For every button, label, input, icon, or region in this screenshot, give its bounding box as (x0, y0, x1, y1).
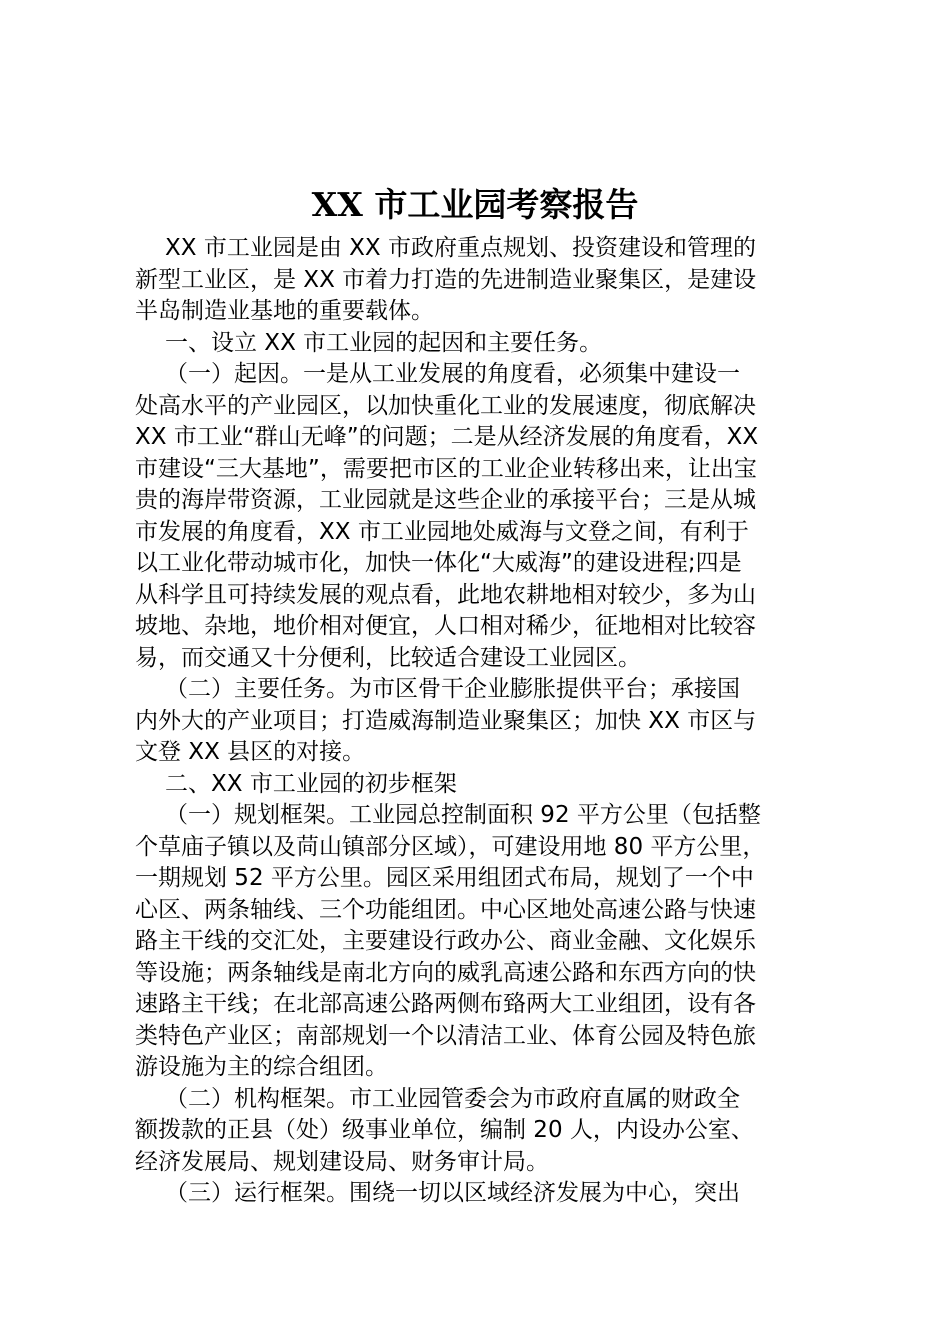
text-line: 路主干线的交汇处，主要建设行政办公、商业金融、文化娱乐 (135, 928, 756, 954)
text-line: 处高水平的产业园区，以加快重化工业的发展速度，彻底解决 (135, 392, 756, 419)
text-line: 额拨款的正县（处）级事业单位，编制 20 人，内设办公室、 (135, 1117, 754, 1143)
text-line: 文登 XX 县区的对接。 (135, 739, 366, 765)
text-line: （三）运行框架。围绕一切以区域经济发展为中心，突出 (165, 1180, 740, 1206)
text-line: 从科学且可持续发展的观点看，此地农耕地相对较少，多为山 (135, 581, 756, 608)
text-line: 游设施为主的综合组团。 (135, 1054, 388, 1080)
text-line: 心区、两条轴线、三个功能组团。中心区地处高速公路与快速 (135, 896, 756, 923)
text-line: 一期规划 52 平方公里。园区采用组团式布局，规划了一个中 (135, 865, 754, 891)
text-line: 新型工业区，是 XX 市着力打造的先进制造业聚集区，是建设 (135, 266, 757, 293)
text-line: 等设施；两条轴线是南北方向的威乳高速公路和东西方向的快 (135, 959, 756, 986)
text-line: XX 市工业“群山无峰”的问题；二是从经济发展的角度看，XX (135, 424, 759, 450)
text-line: 以工业化带动城市化，加快一体化“大威海”的建设进程;四是 (135, 550, 742, 576)
text-line: 类特色产业区；南部规划一个以清洁工业、体育公园及特色旅 (135, 1022, 756, 1049)
document-title (0, 183, 950, 227)
text-line: 内外大的产业项目；打造威海制造业聚集区；加快 XX 市区与 (135, 707, 757, 734)
text-line: 贵的海岸带资源，工业园就是这些企业的承接平台；三是从城 (135, 487, 756, 513)
text-line: （一）规划框架。工业园总控制面积 92 平方公里（包括整 (165, 802, 761, 828)
text-line: （二）主要任务。为市区骨干企业膨胀提供平台；承接国 (165, 676, 740, 702)
text-line: XX 市工业园是由 XX 市政府重点规划、投资建设和管理的 (165, 235, 756, 261)
text-line: 一、设立 XX 市工业园的起因和主要任务。 (165, 329, 603, 356)
text-line: 经济发展局、规划建设局、财务审计局。 (135, 1148, 549, 1175)
text-line: （二）机构框架。市工业园管委会为市政府直属的财政全 (165, 1085, 740, 1112)
text-line: 坡地、杂地，地价相对便宜，人口相对稀少，征地相对比较容 (135, 613, 756, 639)
text-line: 市建设“三大基地”，需要把市区的工业企业转移出来，让出宝 (135, 455, 757, 482)
text-line: （一）起因。一是从工业发展的角度看，必须集中建设一 (165, 361, 740, 387)
text-line: 半岛制造业基地的重要载体。 (135, 298, 434, 324)
title-rest: 市工业园考察报告 (362, 185, 639, 224)
text-line: 速路主干线；在北部高速公路两侧布臵两大工业组团，设有各 (135, 991, 756, 1017)
document-body (135, 233, 835, 1210)
text-line: 个草庙子镇以及苘山镇部分区域），可建设用地 80 平方公里， (135, 833, 766, 860)
text-line: 二、XX 市工业园的初步框架 (165, 770, 457, 797)
text-line: 易，而交通又十分便利，比较适合建设工业园区。 (135, 644, 641, 671)
title-prefix: XX (311, 185, 363, 224)
text-line: 市发展的角度看，XX 市工业园地处威海与文登之间，有利于 (135, 518, 749, 545)
